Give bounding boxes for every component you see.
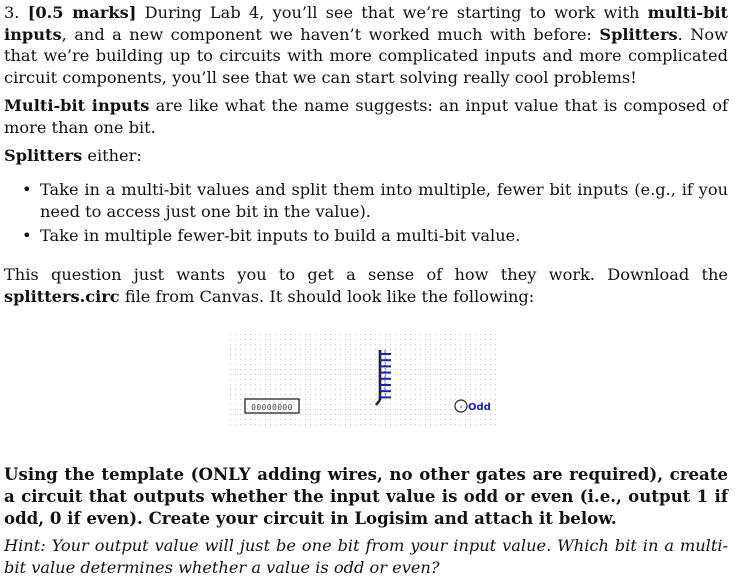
- splitter-bit-label-2: 2: [384, 361, 387, 367]
- input-bits: 00000000: [251, 403, 293, 412]
- multibit-paragraph-text: are like what the name suggests: an input value that is composed of more than one bit.: [4, 96, 728, 137]
- list-item-text: Take in a multi-bit values and split them into multiple, fewer bit inputs (e.g., if you need to access just one bit in the value).: [40, 180, 728, 221]
- splitter-bit-label-6: 6: [384, 386, 387, 392]
- download-paragraph: [4, 264, 728, 307]
- download-text-a: This question just wants you to get a sense of how they work. Download the: [4, 265, 728, 284]
- intro-text-b: , and a new component we haven’t worked much with before:: [61, 24, 592, 44]
- list-item: [22, 225, 728, 247]
- list-item-text: Take in multiple fewer-bit inputs to build a multi-bit value.: [40, 226, 521, 245]
- task-instruction: [4, 463, 728, 529]
- bullet-icon: •: [22, 226, 32, 245]
- svg-text:x: x: [459, 404, 463, 411]
- splitter-bit-label-3: 3: [384, 367, 387, 373]
- question-number: 3.: [4, 3, 20, 22]
- splitters-paragraph-term: Splitters: [4, 146, 83, 165]
- splitters-term: Splitters: [599, 24, 678, 44]
- circuit-diagram: [228, 332, 500, 428]
- list-item: [22, 179, 728, 222]
- file-name: splitters.circ: [4, 286, 120, 306]
- intro-text-c: . Now that we’re building up to circuits with more complicated inputs and more complicated circuit components, you’ll see that we can start solving really cool problems!: [4, 24, 728, 87]
- multibit-paragraph: [4, 95, 728, 138]
- bullet-icon: •: [22, 180, 32, 199]
- multibit-paragraph-term: Multi-bit inputs: [4, 96, 150, 115]
- task-text: Using the template (ONLY adding wires, no other gates are required), create a circuit that outputs whether the input value is odd or even (i.e., output 1 if odd, 0 if even). Create your circuit in Logisim and attach it below.: [4, 464, 728, 528]
- intro-text-a: During Lab 4, you’ll see that we’re starting to work with: [144, 3, 640, 22]
- output-label: Odd: [468, 402, 491, 413]
- multi-bit-input-pin: [245, 399, 299, 413]
- download-text-b: file from Canvas. It should look like the following:: [124, 286, 535, 306]
- hint-text: [4, 535, 728, 578]
- splitter-uses-list: [22, 179, 728, 247]
- circuit-figure: [228, 332, 500, 428]
- odd-output-pin: [455, 400, 491, 413]
- splitter-bit-label-7: 7: [384, 392, 387, 398]
- question-intro: [4, 2, 728, 88]
- multibit-term: multi-bit inputs: [4, 3, 729, 44]
- hint-content: Hint: Your output value will just be one bit from your input value. Which bit in a multi-bit value determines whether a value is odd or even?: [4, 536, 728, 577]
- splitter-bit-label-1: 1: [384, 355, 387, 361]
- splitter-bit-label-5: 5: [384, 380, 387, 385]
- marks-label: [0.5 marks]: [27, 3, 137, 22]
- splitter-bit-label-0: 0: [384, 349, 387, 354]
- splitter-bit-label-4: 4: [384, 373, 387, 379]
- splitters-paragraph-text: either:: [87, 146, 142, 165]
- splitters-paragraph: [4, 145, 728, 167]
